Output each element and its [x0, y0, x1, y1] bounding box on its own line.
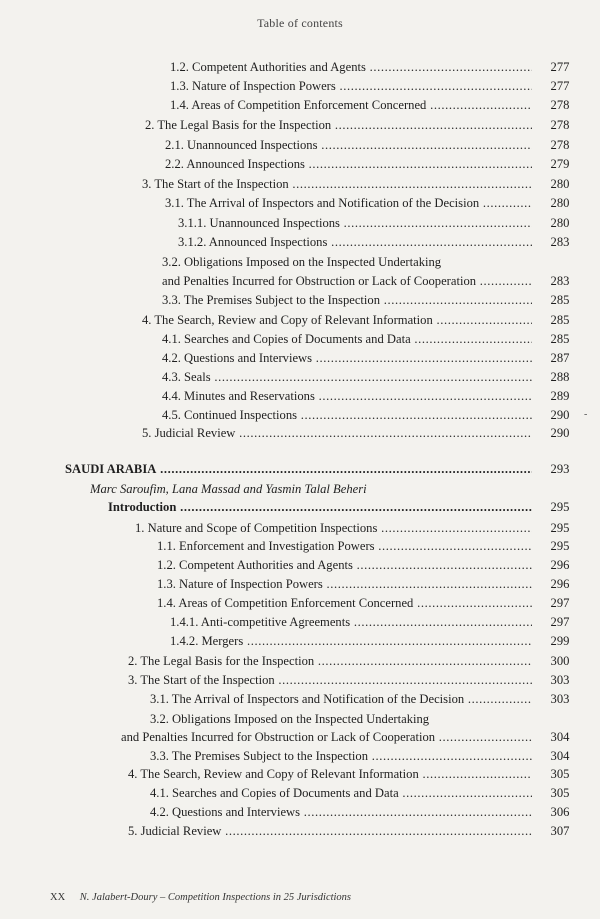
- toc-entry-page: 283: [550, 235, 570, 249]
- toc-entry-label: 1.2. Competent Authorities and Agents .....: [170, 58, 532, 76]
- toc-entry: [0, 387, 600, 405]
- toc-entry-page: 278: [550, 98, 570, 112]
- toc-entry-page: 297: [550, 615, 570, 629]
- toc-entry: [0, 765, 600, 783]
- toc-entry-label: 3.2. Obligations Imposed on the Inspected Undertaking: [150, 712, 430, 726]
- toc-entry-label: 1.1. Enforcement and Investigation Powers .....: [157, 537, 532, 555]
- toc-entry-label: 3.3. The Premises Subject to the Inspection .....: [150, 747, 532, 765]
- toc-entry-page: 289: [550, 389, 570, 403]
- toc-entry-page: 295: [550, 500, 570, 514]
- toc-entry-page: 279: [550, 157, 570, 171]
- toc-entry: [0, 58, 600, 76]
- toc-entry-label: 5. Judicial Review .....: [142, 424, 532, 442]
- toc-entry-page: 278: [550, 118, 570, 132]
- toc-entry-page: 306: [550, 805, 570, 819]
- toc-entry: [0, 214, 600, 232]
- toc-entry-label: 2.2. Announced Inspections .....: [165, 155, 532, 173]
- toc-entry-label: 1.4. Areas of Competition Enforcement Concerned .....: [157, 594, 532, 612]
- toc-entry-label: 4.1. Searches and Copies of Documents and Data .....: [162, 330, 532, 348]
- toc-entry-label: 2. The Legal Basis for the Inspection .....: [128, 652, 532, 670]
- toc-entry-label: 1. Nature and Scope of Competition Inspections .....: [135, 519, 532, 537]
- toc-entry: [0, 803, 600, 821]
- toc-entry-page: 304: [550, 730, 570, 744]
- toc-entry-page: 277: [550, 79, 570, 93]
- toc-entry-page: 285: [550, 313, 570, 327]
- toc-entry-page: 285: [550, 293, 570, 307]
- toc-entry: [0, 632, 600, 650]
- toc-entry-page: 280: [550, 216, 570, 230]
- footer-text: N. Jalabert-Doury – Competition Inspections in 25 Jurisdictions: [79, 892, 352, 903]
- toc-entry-page: 288: [550, 370, 570, 384]
- toc-entry: [0, 822, 600, 840]
- toc-entry: [0, 556, 600, 574]
- toc-entry: [0, 253, 600, 271]
- toc-entry: [0, 424, 600, 442]
- toc-entry-page: 290: [550, 426, 570, 440]
- toc-entry-label: 1.3. Nature of Inspection Powers .....: [170, 77, 532, 95]
- toc-entry-continuation: [0, 728, 600, 746]
- toc-entry-label: 1.2. Competent Authorities and Agents .....: [157, 556, 532, 574]
- toc-entry-label: 4. The Search, Review and Copy of Relevant Information .....: [142, 311, 532, 329]
- toc-entry-page: 305: [550, 786, 570, 800]
- toc-entry-page: 278: [550, 138, 570, 152]
- toc-entry-page: 290: [550, 408, 570, 422]
- toc-entry-label: 1.3. Nature of Inspection Powers .....: [157, 575, 532, 593]
- toc-entry-label: 3.1. The Arrival of Inspectors and Notification of the Decision .....: [150, 690, 532, 708]
- toc-entry: [0, 77, 600, 95]
- toc-entry-label: 3.2. Obligations Imposed on the Inspected Undertaking: [162, 255, 442, 269]
- toc-entry: [0, 594, 600, 612]
- toc-entry-page: 305: [550, 767, 570, 781]
- toc-entry-label: 3. The Start of the Inspection .....: [128, 671, 532, 689]
- toc-entry-label: 4.2. Questions and Interviews .....: [162, 349, 532, 367]
- toc-entry: [0, 613, 600, 631]
- toc-entry-label: 4.5. Continued Inspections .....: [162, 406, 532, 424]
- toc-entry: [0, 784, 600, 802]
- toc-entry-label: 4.1. Searches and Copies of Documents and Data .....: [150, 784, 532, 802]
- toc-entry-label: Introduction .....: [108, 498, 532, 516]
- toc-entry-page: 299: [550, 634, 570, 648]
- toc-entry: [0, 194, 600, 212]
- toc-entry-label: 4.2. Questions and Interviews .....: [150, 803, 532, 821]
- toc-entry-page: 307: [550, 824, 570, 838]
- toc-entry: [0, 671, 600, 689]
- toc-entry-label: and Penalties Incurred for Obstruction or Lack of Cooperation .....: [162, 272, 532, 290]
- toc-entry: [0, 330, 600, 348]
- toc-entry-label: 3.3. The Premises Subject to the Inspection .....: [162, 291, 532, 309]
- toc-entry-label: Marc Saroufim, Lana Massad and Yasmin Talal Beheri: [90, 482, 367, 496]
- toc-entry: [0, 116, 600, 134]
- toc-entry-label: 1.4.1. Anti-competitive Agreements .....: [170, 613, 532, 631]
- toc-entry-page: 297: [550, 596, 570, 610]
- toc-entry: [0, 175, 600, 193]
- toc-entry-page: 285: [550, 332, 570, 346]
- running-head: Table of contents: [257, 16, 343, 30]
- margin-mark: -: [584, 409, 588, 420]
- toc-entry-label: 1.4.2. Mergers .....: [170, 632, 532, 650]
- toc-entry-page: 303: [550, 692, 570, 706]
- toc-entry: [0, 519, 600, 537]
- toc-entry: [0, 480, 600, 498]
- toc-entry: [0, 155, 600, 173]
- toc-entry-page: 303: [550, 673, 570, 687]
- toc-entry-page: 296: [550, 558, 570, 572]
- toc-entry: [0, 368, 600, 386]
- toc-entry-page: 280: [550, 196, 570, 210]
- toc-entry-label: 2. The Legal Basis for the Inspection .....: [145, 116, 532, 134]
- toc-entry: [0, 406, 600, 424]
- toc-entry: [0, 291, 600, 309]
- toc-entry: [0, 136, 600, 154]
- toc-entry: [0, 537, 600, 555]
- toc-entry-label: 3. The Start of the Inspection .....: [142, 175, 532, 193]
- toc-entry: [0, 96, 600, 114]
- toc-entry-page: 295: [550, 521, 570, 535]
- toc-entry: [0, 690, 600, 708]
- toc-entry-page: 280: [550, 177, 570, 191]
- toc-entry: [0, 710, 600, 728]
- toc-entry-label: 1.4. Areas of Competition Enforcement Concerned .....: [170, 96, 532, 114]
- toc-entry: [0, 747, 600, 765]
- toc-entry-page: 296: [550, 577, 570, 591]
- toc-entry-page: 300: [550, 654, 570, 668]
- toc-entry-label: 3.1.1. Unannounced Inspections .....: [178, 214, 532, 232]
- toc-entry: [0, 233, 600, 251]
- toc-entry-label: SAUDI ARABIA .....: [65, 460, 532, 478]
- toc-entry-label: 4.4. Minutes and Reservations .....: [162, 387, 532, 405]
- toc-entry-label: 3.1.2. Announced Inspections .....: [178, 233, 532, 251]
- toc-entry-continuation: [0, 272, 600, 290]
- toc-entry: [0, 460, 600, 478]
- toc-entry-page: 277: [550, 60, 570, 74]
- toc-entry-label: and Penalties Incurred for Obstruction or Lack of Cooperation .....: [121, 728, 532, 746]
- toc-entry-label: 2.1. Unannounced Inspections .....: [165, 136, 532, 154]
- toc-entry-label: 4. The Search, Review and Copy of Relevant Information .....: [128, 765, 532, 783]
- toc-entry: [0, 498, 600, 516]
- toc-entry-page: 304: [550, 749, 570, 763]
- toc-entry-label: 4.3. Seals .....: [162, 368, 532, 386]
- toc-entry-label: 3.1. The Arrival of Inspectors and Notification of the Decision .....: [165, 194, 532, 212]
- toc-entry: [0, 652, 600, 670]
- toc-entry: [0, 349, 600, 367]
- toc-entry-label: 5. Judicial Review .....: [128, 822, 532, 840]
- page-footer: [50, 892, 351, 903]
- toc-entry-page: 283: [550, 274, 570, 288]
- toc-entry-page: 287: [550, 351, 570, 365]
- toc-entry: [0, 311, 600, 329]
- toc-entry-page: 293: [550, 462, 570, 476]
- toc-entry-page: 295: [550, 539, 570, 553]
- footer-page-number: XX: [50, 892, 66, 903]
- toc-entry: [0, 575, 600, 593]
